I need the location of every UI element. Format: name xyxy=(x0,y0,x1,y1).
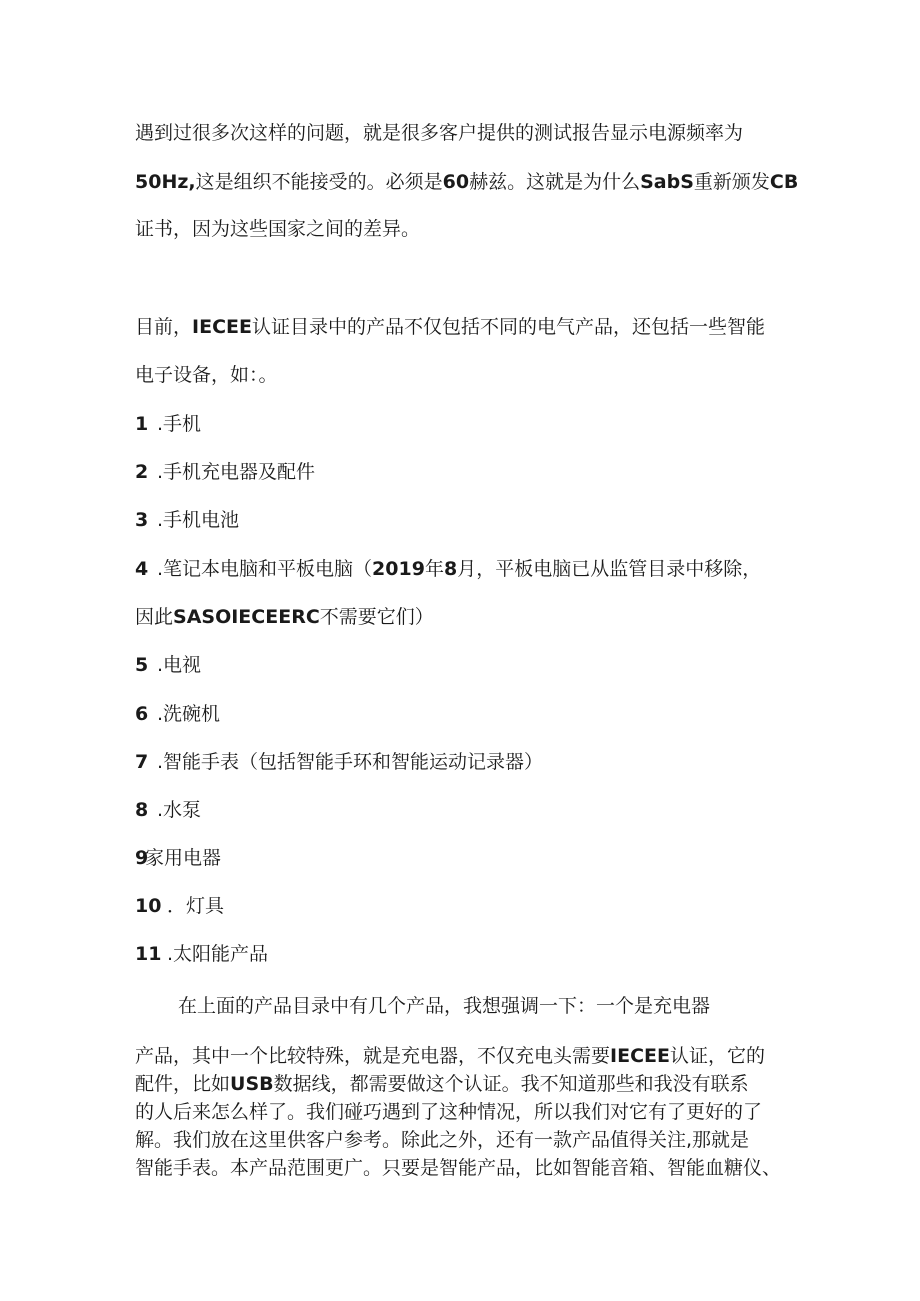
list-item-number: 6 xyxy=(135,703,149,725)
para1-line3 xyxy=(135,217,420,241)
para1-line2 xyxy=(135,170,798,194)
list-item-text: 因此 xyxy=(135,606,174,628)
para3-line2 xyxy=(135,1044,765,1068)
list-item xyxy=(135,653,201,677)
para1-text: 证书，因为这些国家之间的差异。 xyxy=(135,218,421,240)
para3-text: 智能手表。本产品范围更广。只要是智能产品，比如智能音箱、智能血糖仪、 xyxy=(135,1157,782,1179)
para3-text: 数据线，都需要做这个认证。我不知道那些和我没有联系 xyxy=(273,1073,749,1095)
list-item-text: .电视 xyxy=(157,654,202,676)
para3-line1 xyxy=(178,994,710,1018)
list-item-text: 年 xyxy=(424,558,444,580)
list-item-number: 1 xyxy=(135,413,149,435)
para1-text: 赫兹。这就是为什么 xyxy=(469,171,641,193)
list-item xyxy=(135,460,315,484)
list-item-text: ．灯具 xyxy=(167,895,225,917)
para3-text: 产品，其中一个比较特殊，就是充电器，不仅充电头需要 xyxy=(135,1045,611,1067)
list-item xyxy=(135,750,543,774)
list-item-number: 5 xyxy=(135,654,149,676)
list-item xyxy=(135,798,201,822)
para3-text: 解。我们放在这里供客户参考。除此之外，还有一款产品值得关注,那就是 xyxy=(135,1129,750,1151)
para2-line2 xyxy=(135,363,278,387)
list-item-number: 10 xyxy=(135,895,162,917)
list-item-text: .智能手表（包括智能手环和智能运动记录器） xyxy=(157,751,544,773)
list-item xyxy=(135,702,220,726)
para1-text: 这是组织不能接受的。必须是 xyxy=(195,171,443,193)
para2-text: 电子设备，如：。 xyxy=(135,364,278,386)
para1-text: 重新颁发 xyxy=(693,171,770,193)
para3-line5 xyxy=(135,1128,749,1152)
list-item-text: 月，平板电脑已从监管目录中移除， xyxy=(457,558,762,580)
frequency-60: 60 xyxy=(442,171,470,193)
para3-text: 在上面的产品目录中有几个产品，我想强调一下：一个是充电器 xyxy=(178,995,711,1017)
para2-line1 xyxy=(135,315,765,339)
list-item-text: .笔记本电脑和平板电脑（ xyxy=(157,558,373,580)
list-item-number: 8 xyxy=(135,799,149,821)
year-value: 2019 xyxy=(372,558,425,580)
list-item-text: .手机 xyxy=(157,413,202,435)
usb-label: USB xyxy=(230,1073,274,1095)
list-item-number: 4 xyxy=(135,558,149,580)
list-item xyxy=(135,846,221,870)
para3-line6 xyxy=(135,1156,781,1180)
list-item-text: 不需要它们） xyxy=(319,606,434,628)
para3-text: 认证，它的 xyxy=(669,1045,765,1067)
list-item-number: 2 xyxy=(135,461,149,483)
list-item-text: .手机电池 xyxy=(157,509,240,531)
list-item-number: 7 xyxy=(135,751,149,773)
list-item-continuation xyxy=(135,605,434,629)
org-sabs: SabS xyxy=(640,171,694,193)
para3-line4 xyxy=(135,1100,762,1124)
para3-text: 的人后来怎么样了。我们碰巧遇到了这种情况，所以我们对它有了更好的了 xyxy=(135,1101,763,1123)
org-iecee: IECEE xyxy=(610,1045,670,1067)
list-item-text: .水泵 xyxy=(157,799,202,821)
para1-line1 xyxy=(135,121,743,145)
list-item-number: 9 xyxy=(135,847,149,869)
org-iecee: IECEE xyxy=(192,316,252,338)
list-item-number: 3 xyxy=(135,509,149,531)
list-item xyxy=(135,894,224,918)
list-item-text: 家用电器 xyxy=(145,847,222,869)
month-value: 8 xyxy=(443,558,458,580)
frequency-50hz: 50Hz, xyxy=(135,171,196,193)
org-saso: SASOIECEERC xyxy=(173,606,320,628)
list-item-text: .太阳能产品 xyxy=(167,943,269,965)
list-item xyxy=(135,412,201,436)
para2-text: 认证目录中的产品不仅包括不同的电气产品，还包括一些智能 xyxy=(251,316,765,338)
para1-text: 遇到过很多次这样的问题，就是很多客户提供的测试报告显示电源频率为 xyxy=(135,122,744,144)
list-item-number: 11 xyxy=(135,943,162,965)
para2-text: 目前， xyxy=(135,316,193,338)
para3-text: 配件，比如 xyxy=(135,1073,231,1095)
list-item-text: .洗碗机 xyxy=(157,703,221,725)
list-item-text: .手机充电器及配件 xyxy=(157,461,316,483)
list-item xyxy=(135,942,268,966)
para3-line3 xyxy=(135,1072,749,1096)
cert-cb: CB xyxy=(769,171,799,193)
list-item xyxy=(135,508,239,532)
list-item xyxy=(135,557,761,581)
